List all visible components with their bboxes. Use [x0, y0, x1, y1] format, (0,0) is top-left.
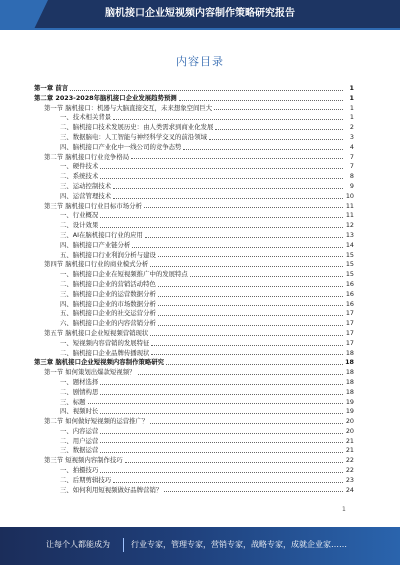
- toc-entry-item[interactable]: [34, 251, 354, 261]
- toc-leader-dots: [145, 237, 343, 238]
- toc-leader-dots: [132, 247, 343, 248]
- toc-entry-title: 一、短视频内容营销的发展特征: [60, 338, 150, 347]
- toc-entry-page: 20: [345, 426, 354, 435]
- toc-entry-page: 1: [349, 103, 354, 112]
- toc-entry-item[interactable]: [34, 221, 354, 231]
- toc-entry-item[interactable]: [34, 437, 354, 447]
- toc-entry-page: 16: [345, 279, 354, 288]
- toc-entry-page: 1: [349, 84, 354, 92]
- toc-entry-page: 17: [345, 309, 354, 318]
- toc-entry-item[interactable]: [34, 270, 354, 280]
- toc-entry-title: 二、脑机接口技术发展历史：由人类需求到商业化发展: [60, 123, 214, 132]
- toc-entry-page: 18: [345, 348, 354, 357]
- toc-leader-dots: [150, 423, 343, 424]
- toc-entry-title: 二、用户运营: [60, 436, 99, 445]
- report-title: 脑机接口企业短视频内容制作策略研究报告: [105, 8, 295, 19]
- toc-leader-dots: [100, 394, 343, 395]
- toc-entry-page: 9: [349, 181, 354, 190]
- toc-entry-title: 二、系统技术: [60, 172, 99, 181]
- toc-entry-item[interactable]: [34, 113, 354, 123]
- toc-leader-dots: [100, 452, 343, 453]
- toc-leader-dots: [215, 129, 343, 130]
- toc-entry-title: 第二节 脑机接口行业竞争格局: [44, 152, 130, 161]
- toc-entry-item[interactable]: [34, 319, 354, 329]
- toc-entry-page: 16: [345, 289, 354, 298]
- toc-entry-item[interactable]: [34, 192, 354, 202]
- toc-entry-title: 一、脑机接口企业在短视频推广中的发展特点: [60, 270, 188, 279]
- toc-entry-title: 一、拍摄技巧: [60, 466, 99, 475]
- toc-entry-page: 20: [345, 417, 354, 426]
- toc-entry-title: 第四节 脑机接口行业的商业模式分析: [44, 260, 149, 269]
- toc-entry-title: 三、数据运营: [60, 446, 99, 455]
- toc-entry-title: 三、如何利用短视频做好品牌营销？: [60, 485, 163, 494]
- toc-entry-page: 18: [345, 387, 354, 396]
- toc-entry-page: 18: [345, 377, 354, 386]
- toc-entry-section[interactable]: [34, 104, 354, 114]
- toc-entry-item[interactable]: [34, 162, 354, 172]
- toc-entry-page: 8: [349, 172, 354, 181]
- toc-leader-dots: [125, 462, 343, 463]
- toc-entry-title: 一、技术相关背景: [60, 113, 112, 122]
- toc-entry-title: 第三节 脑机接口行业目标市场分析: [44, 201, 142, 210]
- toc-leader-dots: [179, 100, 343, 101]
- toc-entry-title: 四、脑机接口产业化中一线公司的竞争态势: [60, 142, 182, 151]
- toc-leader-dots: [150, 335, 343, 336]
- toc-leader-dots: [158, 286, 343, 287]
- toc-entry-title: 三、标题: [60, 397, 86, 406]
- toc-entry-page: 11: [345, 201, 354, 210]
- toc-leader-dots: [70, 90, 343, 91]
- toc-entry-page: 13: [345, 230, 354, 239]
- toc-entry-item[interactable]: [34, 398, 354, 408]
- toc-leader-dots: [150, 266, 343, 267]
- toc-entry-page: 7: [349, 162, 354, 171]
- toc-leader-dots: [100, 384, 343, 385]
- toc-leader-dots: [151, 345, 343, 346]
- toc-leader-dots: [100, 227, 343, 228]
- toc-entry-item[interactable]: [34, 211, 354, 221]
- toc-entry-section[interactable]: [34, 456, 354, 466]
- toc-leader-dots: [164, 491, 343, 492]
- toc-leader-dots: [113, 119, 343, 120]
- toc-entry-page: 22: [345, 466, 354, 475]
- toc-entry-title: 五、脑机接口企业的社交运营分析: [60, 309, 156, 318]
- toc-entry-page: 22: [345, 456, 354, 465]
- toc-entry-chapter[interactable]: [34, 94, 354, 104]
- toc-entry-item[interactable]: [34, 309, 354, 319]
- page-number: 1: [342, 506, 346, 513]
- toc-entry-title: 三、运动控制技术: [60, 181, 112, 190]
- header-divider: [0, 28, 400, 30]
- toc-entry-page: 15: [345, 250, 354, 259]
- toc-leader-dots: [100, 472, 343, 473]
- toc-entry-page: 17: [345, 328, 354, 337]
- toc-leader-dots: [100, 433, 343, 434]
- toc-entry-title: 二、脑机接口企业品牌传播现状: [60, 348, 150, 357]
- toc-entry-page: 19: [345, 407, 354, 416]
- toc-entry-section[interactable]: [34, 329, 354, 339]
- toc-leader-dots: [88, 403, 343, 404]
- toc-entry-title: 二、脑机接口企业的营销活动特色: [60, 279, 156, 288]
- toc-entry-item[interactable]: [34, 446, 354, 456]
- toc-entry-title: 三、脑机接口企业的运营数据分析: [60, 289, 156, 298]
- toc-entry-chapter[interactable]: [34, 358, 354, 368]
- toc-leader-dots: [144, 207, 343, 208]
- toc-entry-page: 21: [345, 446, 354, 455]
- toc-entry-page: 16: [345, 299, 354, 308]
- footer-divider: [123, 538, 124, 552]
- toc-entry-section[interactable]: [34, 368, 354, 378]
- toc-entry-title: 二、剧情构思: [60, 387, 99, 396]
- footer-slogan-lead: 让每个人都能成为: [46, 540, 110, 549]
- toc-entry-page: 4: [349, 142, 354, 151]
- toc-entry-page: 21: [345, 436, 354, 445]
- toc-leader-dots: [138, 374, 344, 375]
- toc-entry-page: 15: [345, 270, 354, 279]
- toc-leader-dots: [183, 149, 343, 150]
- toc-leader-dots: [151, 354, 343, 355]
- toc-entry-item[interactable]: [34, 486, 354, 496]
- toc-entry-title: 四、脑机接口企业的市场数据分析: [60, 299, 156, 308]
- toc-entry-section[interactable]: [34, 417, 354, 427]
- toc-entry-page: 19: [345, 397, 354, 406]
- toc-entry-section[interactable]: [34, 202, 354, 212]
- toc-leader-dots: [158, 315, 343, 316]
- toc-entry-title: 四、运营管理技术: [60, 191, 112, 200]
- toc-entry-item[interactable]: [34, 182, 354, 192]
- toc-entry-title: 四、脑机接口产业链分析: [60, 240, 131, 249]
- toc-heading: 内容目录: [176, 55, 224, 68]
- toc-entry-item[interactable]: [34, 476, 354, 486]
- toc-entry-section[interactable]: [34, 260, 354, 270]
- toc-leader-dots: [100, 217, 343, 218]
- toc-entry-page: 18: [345, 358, 354, 367]
- toc-entry-item[interactable]: [34, 241, 354, 251]
- toc-leader-dots: [158, 296, 343, 297]
- toc-entry-title: 四、视频时长: [60, 407, 99, 416]
- footer-slogan-tagline: 行业专家，管理专家，营销专家，战略专家，成就企业家……: [131, 540, 347, 549]
- toc-entry-page: 12: [345, 221, 354, 230]
- toc-entry-title: 六、脑机接口企业的内容营销分析: [60, 319, 156, 328]
- toc-entry-page: 18: [345, 368, 354, 377]
- toc-leader-dots: [158, 325, 343, 326]
- toc-entry-page: 1: [349, 113, 354, 122]
- toc-entry-item[interactable]: [34, 280, 354, 290]
- toc-entry-page: 7: [349, 152, 354, 161]
- toc-entry-item[interactable]: [34, 378, 354, 388]
- report-header: [0, 0, 400, 28]
- toc-entry-item[interactable]: [34, 349, 354, 359]
- toc-entry-item[interactable]: [34, 133, 354, 143]
- toc-leader-dots: [113, 188, 343, 189]
- toc-entry-item[interactable]: [34, 290, 354, 300]
- toc-leader-dots: [158, 305, 343, 306]
- toc-entry-title: 一、题材选择: [60, 377, 99, 386]
- toc-entry-title: 第三章 脑机接口企业短视频内容制作策略研究: [34, 358, 165, 367]
- toc-entry-page: 17: [345, 319, 354, 328]
- toc-entry-title: 第二章 2023-2028年脑机接口企业发展趋势预测: [34, 93, 177, 102]
- toc-entry-page: 1: [349, 93, 354, 102]
- toc-leader-dots: [100, 442, 343, 443]
- toc-leader-dots: [158, 256, 343, 257]
- toc-leader-dots: [113, 198, 343, 199]
- toc-entry-title: 一、硬件技术: [60, 162, 99, 171]
- toc-entry-title: 一、行业概况: [60, 211, 99, 220]
- toc-entry-title: 二、后期剪辑技巧: [60, 475, 112, 484]
- toc-leader-dots: [209, 139, 343, 140]
- toc-leader-dots: [214, 109, 343, 110]
- toc-entry-page: 11: [345, 211, 354, 220]
- toc-leader-dots: [190, 276, 343, 277]
- toc-entry-item[interactable]: [34, 172, 354, 182]
- toc-leader-dots: [166, 364, 343, 365]
- toc-entry-chapter[interactable]: [34, 84, 354, 94]
- toc-entry-page: 17: [345, 338, 354, 347]
- report-footer: [0, 527, 400, 565]
- toc-entry-item[interactable]: [34, 466, 354, 476]
- toc-entry-item[interactable]: [34, 300, 354, 310]
- toc-entry-item[interactable]: [34, 143, 354, 153]
- toc-leader-dots: [113, 482, 343, 483]
- toc-entry-title: 三、数据脑电：人工智能与神经科学交叉的前沿领域: [60, 132, 207, 141]
- toc-entry-section[interactable]: [34, 153, 354, 163]
- toc-entry-title: 第二节 如何做好短视频的运营推广？: [44, 417, 149, 426]
- toc-entry-title: 二、设计效果: [60, 221, 99, 230]
- toc-entry-item[interactable]: [34, 388, 354, 398]
- toc-leader-dots: [100, 413, 343, 414]
- toc-leader-dots: [131, 158, 343, 159]
- toc-entry-title: 第三节 短视频内容制作技巧: [44, 456, 123, 465]
- toc-entry-item[interactable]: [34, 407, 354, 417]
- toc-entry-title: 第一节 如何策划出爆款短视频？: [44, 368, 136, 377]
- toc-leader-dots: [100, 168, 343, 169]
- toc-entry-page: 10: [345, 191, 354, 200]
- toc-entry-item[interactable]: [34, 427, 354, 437]
- toc-entry-item[interactable]: [34, 123, 354, 133]
- toc-entry-title: 第一节 脑机接口：机器与大脑直接交互，未来想象空间巨大: [44, 103, 213, 112]
- table-of-contents: [34, 84, 354, 495]
- toc-entry-page: 24: [345, 485, 354, 494]
- toc-entry-title: 五、脑机接口行业利润分析与建设: [60, 250, 156, 259]
- toc-entry-page: 14: [345, 240, 354, 249]
- toc-entry-title: 三、AI在脑机接口行业的应用: [60, 230, 143, 239]
- toc-entry-title: 第五节 脑机接口企业短视频营销现状: [44, 328, 149, 337]
- toc-entry-title: 第一章 前言: [34, 84, 69, 92]
- toc-entry-title: 一、内容运营: [60, 426, 99, 435]
- toc-entry-page: 15: [345, 260, 354, 269]
- toc-entry-page: 3: [349, 132, 354, 141]
- toc-entry-page: 2: [349, 123, 354, 132]
- toc-entry-item[interactable]: [34, 231, 354, 241]
- toc-entry-item[interactable]: [34, 339, 354, 349]
- toc-entry-page: 23: [345, 475, 354, 484]
- toc-leader-dots: [100, 178, 343, 179]
